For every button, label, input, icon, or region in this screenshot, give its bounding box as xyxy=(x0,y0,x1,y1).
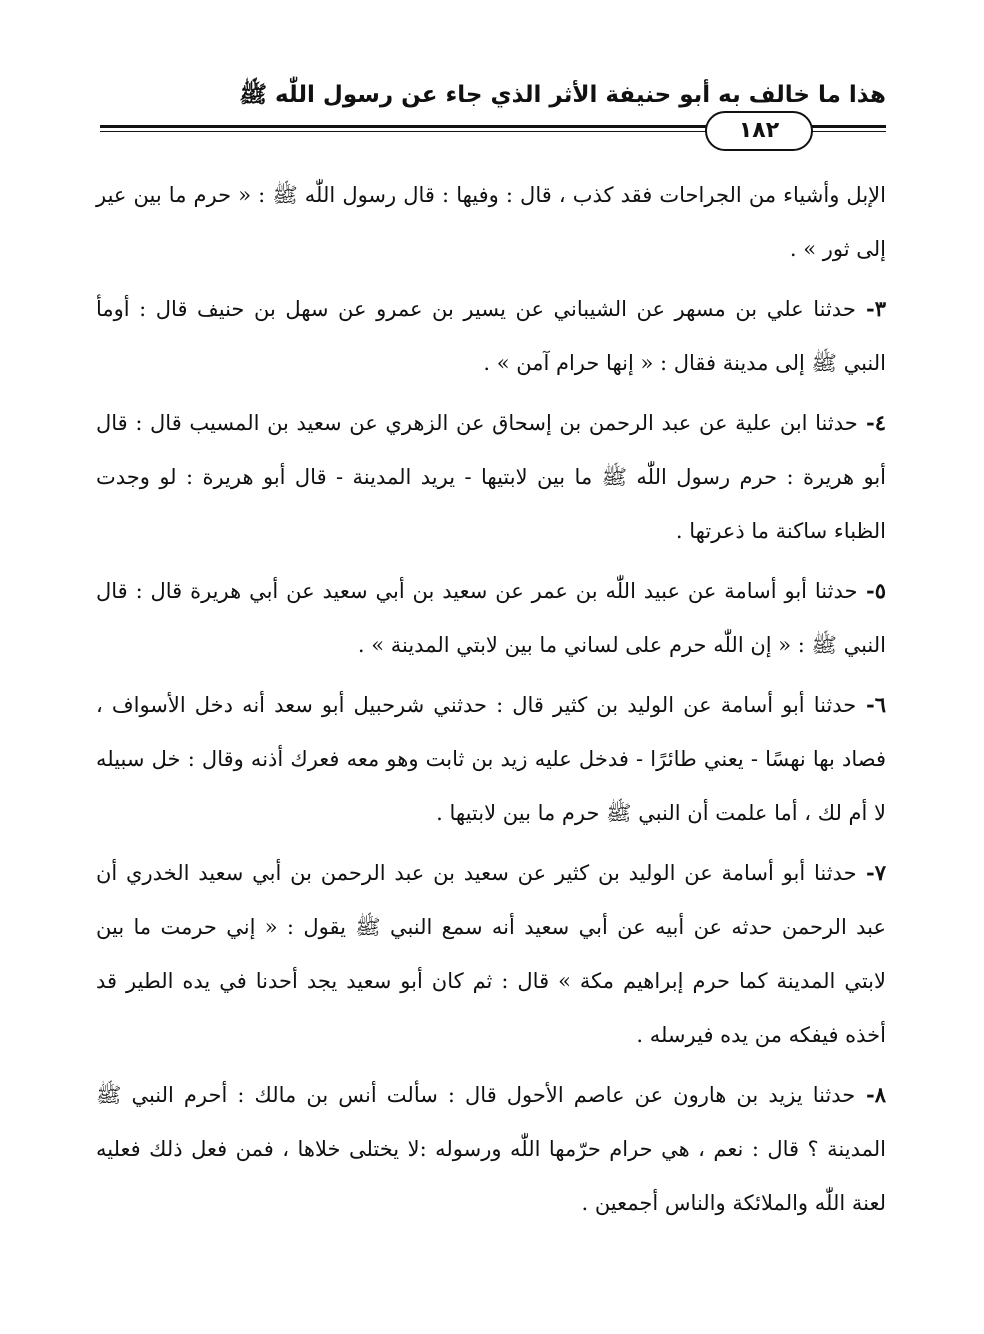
running-header: هذا ما خالف به أبو حنيفة الأثر الذي جاء عن رسول اللّٰه ﷺ xyxy=(239,82,886,108)
paragraph-text: حدثنا أبو أسامة عن عبيد اللّٰه بن عمر عن سعيد بن أبي سعيد عن أبي هريرة قال : قال النبي ﷺ : « إن اللّٰه حرم على لساني ما بين لابتي المدينة » . xyxy=(96,579,886,657)
paragraph xyxy=(96,846,886,1062)
paragraph-text: حدثنا أبو أسامة عن الوليد بن كثير عن سعيد بن عبد الرحمن بن أبي سعيد الخدري أن عبد الرحمن حدثه عن أبيه عن أبي سعيد أنه سمع النبي ﷺ يقول : « إني حرمت ما بين لابتي المدينة كما حرم إبراهيم مكة » قال : ثم كان أبو سعيد يجد أحدنا في يده الطير قد أخذه فيفكه من يده فيرسله . xyxy=(96,861,887,1047)
paragraph xyxy=(96,168,886,276)
paragraph-text: الإبل وأشياء من الجراحات فقد كذب ، قال : وفيها : قال رسول اللّٰه ﷺ : « حرم ما بين عير إلى ثور » . xyxy=(96,183,886,261)
paragraph xyxy=(96,282,886,390)
page-number: ١٨٢ xyxy=(705,111,813,151)
hadith-number: ٣- xyxy=(855,296,887,321)
paragraph xyxy=(96,564,886,672)
paragraph-text: حدثنا يزيد بن هارون عن عاصم الأحول قال : سألت أنس بن مالك : أحرم النبي ﷺ المدينة ؟ قال : نعم ، هي حرام حرّمها اللّٰه ورسوله :لا يختلى خلاها ، فمن فعل ذلك فعليه لعنة اللّٰه والملائكة والناس أجمعين . xyxy=(96,1083,886,1215)
hadith-number: ٥- xyxy=(857,578,886,603)
paragraph-text: حدثنا علي بن مسهر عن الشيباني عن يسير بن عمرو عن سهل بن حنيف قال : أومأ النبي ﷺ إلى مدينة فقال : « إنها حرام آمن » . xyxy=(96,297,886,375)
hadith-number: ٦- xyxy=(856,692,886,717)
paragraph-text: حدثنا أبو أسامة عن الوليد بن كثير قال : حدثني شرحبيل أبو سعد أنه دخل الأسواف ، فصاد بها نهسًا - يعني طائرًا - فدخل عليه زيد بن ثابت وهو معه فعرك أذنه وقال : خل سبيله لا أم لك ، أما علمت أن النبي ﷺ حرم ما بين لابتيها . xyxy=(96,693,886,825)
hadith-number: ٧- xyxy=(856,860,886,885)
paragraph xyxy=(96,678,886,840)
paragraph xyxy=(96,1068,886,1230)
paragraph xyxy=(96,396,886,558)
hadith-number: ٤- xyxy=(857,410,887,435)
page-body xyxy=(96,168,886,1236)
hadith-number: ٨- xyxy=(855,1082,887,1107)
paragraph-text: حدثنا ابن علية عن عبد الرحمن بن إسحاق عن الزهري عن سعيد بن المسيب قال : قال أبو هريرة : حرم رسول اللّٰه ﷺ ما بين لابتيها - يريد المدينة - قال أبو هريرة : لو وجدت الظباء ساكنة ما ذعرتها . xyxy=(96,411,886,543)
